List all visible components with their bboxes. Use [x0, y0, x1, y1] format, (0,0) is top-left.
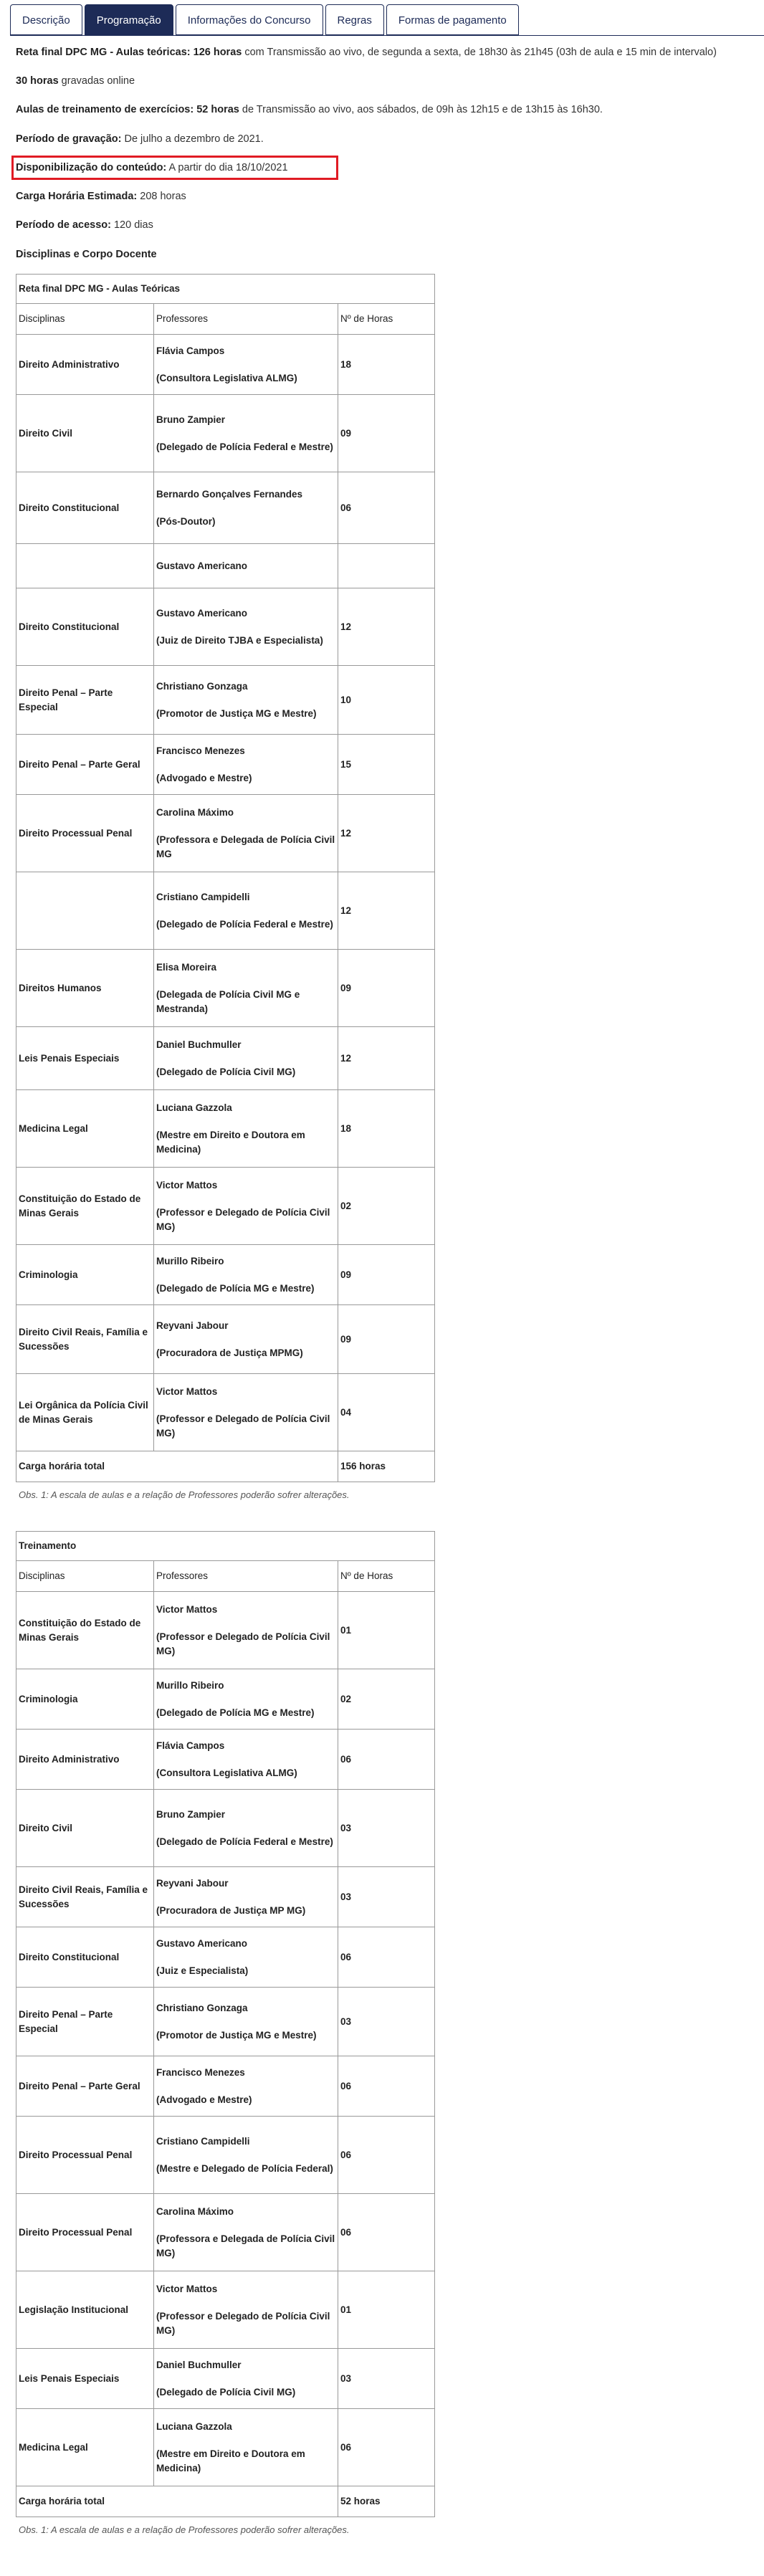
hours-cell: 04 — [338, 1374, 435, 1451]
professor-cell — [154, 2056, 338, 2117]
discipline-cell: Direito Processual Penal — [16, 2117, 154, 2194]
discipline-cell: Direito Civil Reais, Família e Sucessões — [16, 1867, 154, 1927]
intro-aulas-teoricas-bold: Reta final DPC MG - Aulas teóricas: 126 horas — [16, 47, 242, 58]
professor-name: Victor Mattos — [156, 1179, 218, 1191]
table-row — [16, 335, 435, 395]
professor-cell — [154, 1669, 338, 1730]
table-header-cell: Disciplinas — [16, 304, 154, 335]
professor-cell — [154, 1790, 338, 1867]
hours-cell: 09 — [338, 950, 435, 1027]
intro-treinamento-bold: Aulas de treinamento de exercícios: 52 horas — [16, 104, 239, 115]
professor-cell — [154, 950, 338, 1027]
table-aulas-teoricas — [16, 274, 435, 1482]
hours-cell: 06 — [338, 2194, 435, 2271]
hours-cell: 12 — [338, 588, 435, 666]
professor-credentials: (Juiz de Direito TJBA e Especialista) — [156, 634, 323, 646]
hours-cell: 03 — [338, 1790, 435, 1867]
professor-name: Christiano Gonzaga — [156, 2002, 248, 2013]
professor-credentials: (Advogado e Mestre) — [156, 2094, 252, 2105]
professor-name: Carolina Máximo — [156, 806, 234, 818]
professor-name: Luciana Gazzola — [156, 2420, 232, 2432]
professor-credentials: (Delegado de Polícia MG e Mestre) — [156, 1707, 315, 1718]
table-row — [16, 1168, 435, 1245]
hours-cell: 03 — [338, 2349, 435, 2409]
table-title-row — [16, 275, 435, 304]
table-row — [16, 395, 435, 472]
hours-cell: 02 — [338, 1669, 435, 1730]
professor-credentials: (Promotor de Justiça MG e Mestre) — [156, 707, 317, 719]
professor-credentials: (Delegado de Polícia MG e Mestre) — [156, 1282, 315, 1294]
discipline-cell: Leis Penais Especiais — [16, 2349, 154, 2409]
hours-cell: 06 — [338, 472, 435, 544]
table-title-row — [16, 1532, 435, 1561]
hours-cell: 18 — [338, 335, 435, 395]
hours-cell: 12 — [338, 795, 435, 872]
professor-name: Carolina Máximo — [156, 2205, 234, 2217]
professor-name: Daniel Buchmuller — [156, 1039, 242, 1050]
intro-disponibilizacao-bold: Disponibilização do conteúdo: — [16, 162, 167, 173]
professor-cell — [154, 2117, 338, 2194]
discipline-cell: Constituição do Estado de Minas Gerais — [16, 1168, 154, 1245]
hours-cell: 15 — [338, 735, 435, 795]
professor-cell — [154, 1592, 338, 1669]
intro-disciplinas-heading — [16, 247, 157, 262]
professor-credentials: (Delegada de Polícia Civil MG e Mestranda) — [156, 988, 300, 1014]
professor-credentials: (Procuradora de Justiça MPMG) — [156, 1347, 303, 1358]
professor-credentials: (Advogado e Mestre) — [156, 772, 252, 783]
discipline-cell: Criminologia — [16, 1669, 154, 1730]
professor-cell — [154, 335, 338, 395]
intro-gravadas-text: gravadas online — [58, 75, 135, 87]
professor-credentials: (Promotor de Justiça MG e Mestre) — [156, 2029, 317, 2041]
table-row — [16, 588, 435, 666]
professor-cell — [154, 1730, 338, 1790]
table2-obs: Obs. 1: A escala de aulas e a relação de Professores poderão sofrer alterações. — [19, 2524, 350, 2535]
intro-gravadas — [16, 74, 135, 88]
professor-cell — [154, 472, 338, 544]
table-row — [16, 1730, 435, 1790]
discipline-cell: Direito Processual Penal — [16, 2194, 154, 2271]
hours-cell: 03 — [338, 1867, 435, 1927]
table-row — [16, 795, 435, 872]
hours-cell: 09 — [338, 395, 435, 472]
intro-aulas-teoricas — [16, 45, 717, 59]
discipline-cell: Direito Civil — [16, 1790, 154, 1867]
table-row — [16, 872, 435, 950]
discipline-cell: Direito Civil Reais, Família e Sucessões — [16, 1305, 154, 1374]
discipline-cell: Medicina Legal — [16, 1090, 154, 1168]
professor-name: Bruno Zampier — [156, 414, 226, 425]
professor-cell — [154, 1027, 338, 1090]
professor-name: Victor Mattos — [156, 1385, 218, 1397]
table-header-cell: Nº de Horas — [338, 304, 435, 335]
discipline-cell: Direito Constitucional — [16, 472, 154, 544]
professor-name: Francisco Menezes — [156, 2066, 245, 2078]
table-row — [16, 2271, 435, 2349]
table-header-row — [16, 304, 435, 335]
table-header-cell: Disciplinas — [16, 1561, 154, 1592]
hours-cell: 06 — [338, 1730, 435, 1790]
hours-cell: 06 — [338, 2117, 435, 2194]
professor-credentials: (Professor e Delegado de Polícia Civil MG) — [156, 2310, 330, 2336]
professor-name: Flávia Campos — [156, 1740, 225, 1751]
professor-cell — [154, 735, 338, 795]
tab-bar — [10, 4, 521, 35]
professor-credentials: (Pós-Doutor) — [156, 515, 216, 527]
hours-cell: 10 — [338, 666, 435, 735]
tab-informacoes-concurso[interactable]: Informações do Concurso — [176, 4, 323, 35]
intro-treinamento — [16, 102, 603, 117]
table-row — [16, 1988, 435, 2056]
table-row — [16, 472, 435, 544]
professor-cell — [154, 795, 338, 872]
professor-name: Francisco Menezes — [156, 745, 245, 756]
table-row — [16, 1245, 435, 1305]
intro-periodo-gravacao-text: De julho a dezembro de 2021. — [121, 133, 264, 145]
table-row — [16, 2056, 435, 2117]
discipline-cell: Constituição do Estado de Minas Gerais — [16, 1592, 154, 1669]
professor-cell — [154, 544, 338, 588]
intro-disciplinas-heading-bold: Disciplinas e Corpo Docente — [16, 249, 157, 260]
professor-credentials: (Delegado de Polícia Federal e Mestre) — [156, 918, 333, 930]
discipline-cell: Direito Penal – Parte Especial — [16, 1988, 154, 2056]
discipline-cell: Medicina Legal — [16, 2409, 154, 2486]
table-row — [16, 1669, 435, 1730]
professor-cell — [154, 1374, 338, 1451]
intro-carga-horaria — [16, 189, 186, 204]
professor-credentials: (Mestre em Direito e Doutora em Medicina) — [156, 1129, 305, 1155]
professor-cell — [154, 872, 338, 950]
hours-cell: 09 — [338, 1245, 435, 1305]
professor-name: Flávia Campos — [156, 345, 225, 356]
table-header-row — [16, 1561, 435, 1592]
discipline-cell: Direitos Humanos — [16, 950, 154, 1027]
table-treinamento — [16, 1531, 435, 2517]
discipline-cell: Direito Penal – Parte Geral — [16, 735, 154, 795]
total-label: Carga horária total — [16, 1451, 338, 1482]
professor-cell — [154, 2271, 338, 2349]
table-title: Treinamento — [16, 1532, 435, 1561]
hours-cell: 03 — [338, 1988, 435, 2056]
table-header-cell: Professores — [154, 1561, 338, 1592]
professor-credentials: (Professor e Delegado de Polícia Civil MG) — [156, 1413, 330, 1439]
professor-credentials: (Delegado de Polícia Federal e Mestre) — [156, 1836, 333, 1847]
table-row — [16, 1867, 435, 1927]
professor-name: Gustavo Americano — [156, 1937, 248, 1949]
tab-regras[interactable]: Regras — [325, 4, 384, 35]
professor-credentials: (Delegado de Polícia Federal e Mestre) — [156, 441, 333, 452]
table-row — [16, 1790, 435, 1867]
intro-periodo-acesso-text: 120 dias — [110, 219, 153, 231]
table-row — [16, 1305, 435, 1374]
tab-programacao[interactable]: Programação — [85, 4, 173, 35]
intro-aulas-teoricas-text: com Transmissão ao vivo, de segunda a sexta, de 18h30 às 21h45 (03h de aula e 15 min de intervalo) — [242, 47, 717, 58]
table-row — [16, 1927, 435, 1988]
professor-name: Gustavo Americano — [156, 560, 248, 571]
professor-name: Victor Mattos — [156, 2283, 218, 2294]
hours-cell: 06 — [338, 1927, 435, 1988]
tab-descricao[interactable]: Descrição — [10, 4, 82, 35]
intro-treinamento-text: de Transmissão ao vivo, aos sábados, de 09h às 12h15 e de 13h15 às 16h30. — [239, 104, 603, 115]
discipline-cell: Direito Processual Penal — [16, 795, 154, 872]
table1-obs: Obs. 1: A escala de aulas e a relação de Professores poderão sofrer alterações. — [19, 1489, 350, 1500]
table-row — [16, 666, 435, 735]
intro-periodo-acesso — [16, 218, 153, 232]
table-row — [16, 544, 435, 588]
table-total-row — [16, 2486, 435, 2517]
intro-periodo-gravacao-bold: Período de gravação: — [16, 133, 122, 145]
table-row — [16, 1027, 435, 1090]
table-row — [16, 735, 435, 795]
professor-credentials: (Consultora Legislativa ALMG) — [156, 372, 297, 383]
discipline-cell: Criminologia — [16, 1245, 154, 1305]
professor-name: Victor Mattos — [156, 1603, 218, 1615]
hours-cell — [338, 544, 435, 588]
discipline-cell: Direito Constitucional — [16, 1927, 154, 1988]
professor-name: Murillo Ribeiro — [156, 1679, 224, 1691]
professor-credentials: (Professora e Delegada de Polícia Civil MG) — [156, 2233, 335, 2258]
hours-cell: 06 — [338, 2056, 435, 2117]
total-value: 52 horas — [338, 2486, 435, 2517]
professor-cell — [154, 1090, 338, 1168]
hours-cell: 02 — [338, 1168, 435, 1245]
total-value: 156 horas — [338, 1451, 435, 1482]
intro-carga-horaria-text: 208 horas — [137, 191, 186, 202]
professor-cell — [154, 1988, 338, 2056]
discipline-cell: Leis Penais Especiais — [16, 1027, 154, 1090]
professor-cell — [154, 2409, 338, 2486]
table-row — [16, 1374, 435, 1451]
table-header-cell: Nº de Horas — [338, 1561, 435, 1592]
table-row — [16, 2117, 435, 2194]
hours-cell: 06 — [338, 2409, 435, 2486]
professor-credentials: (Procuradora de Justiça MP MG) — [156, 1904, 306, 1916]
hours-cell: 12 — [338, 1027, 435, 1090]
table-total-row — [16, 1451, 435, 1482]
discipline-cell: Direito Administrativo — [16, 1730, 154, 1790]
hours-cell: 12 — [338, 872, 435, 950]
discipline-cell: Lei Orgânica da Polícia Civil de Minas Gerais — [16, 1374, 154, 1451]
professor-cell — [154, 1245, 338, 1305]
discipline-cell: Direito Administrativo — [16, 335, 154, 395]
table-row — [16, 950, 435, 1027]
intro-carga-horaria-bold: Carga Horária Estimada: — [16, 191, 138, 202]
intro-periodo-acesso-bold: Período de acesso: — [16, 219, 111, 231]
professor-name: Cristiano Campidelli — [156, 891, 250, 902]
hours-cell: 01 — [338, 1592, 435, 1669]
professor-cell — [154, 395, 338, 472]
professor-name: Luciana Gazzola — [156, 1102, 232, 1113]
professor-name: Bruno Zampier — [156, 1808, 226, 1820]
professor-cell — [154, 1927, 338, 1988]
discipline-cell — [16, 544, 154, 588]
professor-cell — [154, 666, 338, 735]
professor-name: Christiano Gonzaga — [156, 680, 248, 692]
professor-name: Murillo Ribeiro — [156, 1255, 224, 1266]
professor-credentials: (Mestre e Delegado de Polícia Federal) — [156, 2162, 333, 2174]
discipline-cell: Direito Penal – Parte Geral — [16, 2056, 154, 2117]
professor-credentials: (Mestre em Direito e Doutora em Medicina) — [156, 2448, 305, 2474]
professor-name: Reyvani Jabour — [156, 1320, 229, 1331]
professor-credentials: (Professor e Delegado de Polícia Civil MG) — [156, 1631, 330, 1656]
hours-cell: 18 — [338, 1090, 435, 1168]
discipline-cell: Direito Constitucional — [16, 588, 154, 666]
discipline-cell: Direito Penal – Parte Especial — [16, 666, 154, 735]
professor-credentials: (Delegado de Polícia Civil MG) — [156, 1066, 296, 1077]
discipline-cell — [16, 872, 154, 950]
tab-formas-pagamento[interactable]: Formas de pagamento — [386, 4, 519, 35]
professor-name: Daniel Buchmuller — [156, 2359, 242, 2370]
table-title: Reta final DPC MG - Aulas Teóricas — [16, 275, 435, 304]
professor-name: Gustavo Americano — [156, 607, 248, 619]
professor-credentials: (Juiz e Especialista) — [156, 1965, 249, 1976]
intro-disponibilizacao — [16, 161, 288, 175]
professor-name: Bernardo Gonçalves Fernandes — [156, 488, 303, 500]
professor-credentials: (Professora e Delegada de Polícia Civil MG — [156, 834, 335, 859]
professor-name: Elisa Moreira — [156, 961, 217, 973]
tab-divider — [10, 35, 764, 36]
total-label: Carga horária total — [16, 2486, 338, 2517]
professor-name: Reyvani Jabour — [156, 1877, 229, 1889]
professor-cell — [154, 1305, 338, 1374]
table-row — [16, 2194, 435, 2271]
professor-cell — [154, 588, 338, 666]
professor-name: Cristiano Campidelli — [156, 2135, 250, 2147]
hours-cell: 09 — [338, 1305, 435, 1374]
discipline-cell: Legislação Institucional — [16, 2271, 154, 2349]
table-row — [16, 2349, 435, 2409]
professor-cell — [154, 1867, 338, 1927]
table-row — [16, 1090, 435, 1168]
intro-gravadas-bold: 30 horas — [16, 75, 59, 87]
hours-cell: 01 — [338, 2271, 435, 2349]
professor-credentials: (Consultora Legislativa ALMG) — [156, 1767, 297, 1778]
professor-cell — [154, 2349, 338, 2409]
professor-cell — [154, 2194, 338, 2271]
table-row — [16, 1592, 435, 1669]
professor-credentials: (Delegado de Polícia Civil MG) — [156, 2386, 296, 2398]
table-row — [16, 2409, 435, 2486]
discipline-cell: Direito Civil — [16, 395, 154, 472]
intro-periodo-gravacao — [16, 132, 264, 146]
professor-credentials: (Professor e Delegado de Polícia Civil MG) — [156, 1206, 330, 1232]
table-header-cell: Professores — [154, 304, 338, 335]
intro-disponibilizacao-text: A partir do dia 18/10/2021 — [166, 162, 288, 173]
professor-cell — [154, 1168, 338, 1245]
